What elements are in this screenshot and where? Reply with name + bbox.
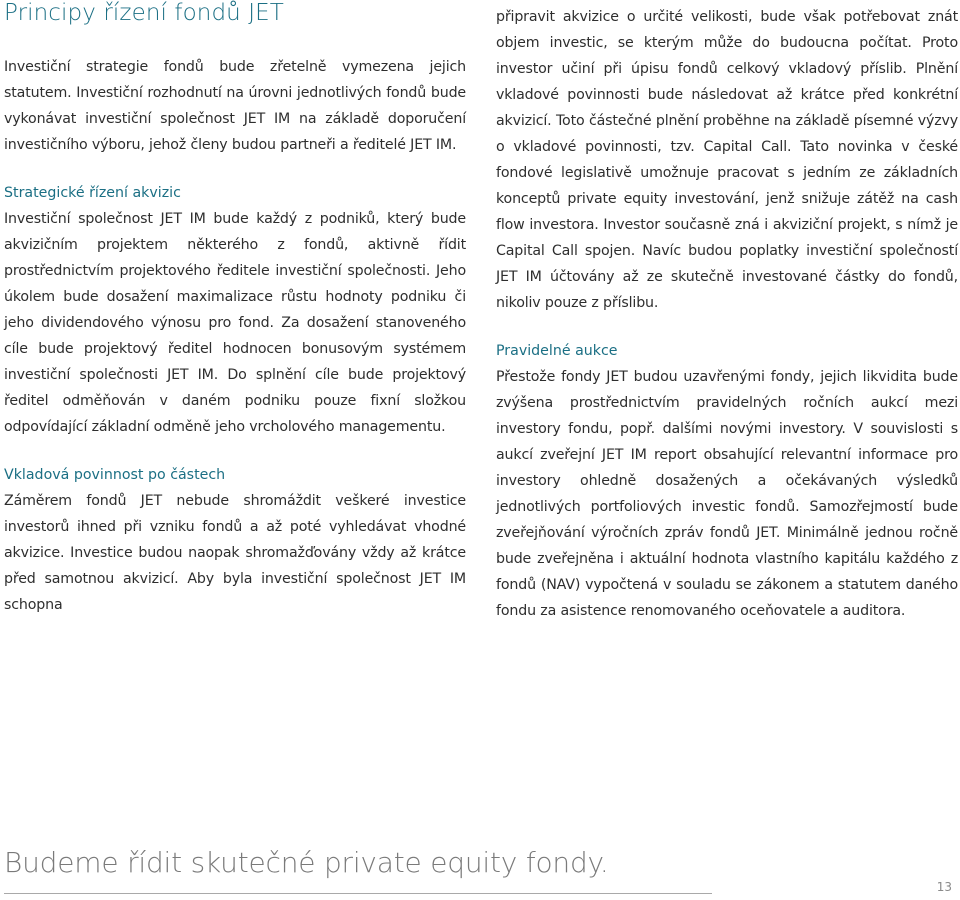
footer-slogan: Budeme řídit skutečné private equity fondy. <box>4 846 609 879</box>
section-heading-regular-auctions: Pravidelné aukce <box>496 343 618 359</box>
page-number: 13 <box>936 880 952 894</box>
strategic-management-paragraph: Investiční společnost JET IM bude každý z podniků, který bude akvizičním projektem některého z fondů, aktivně řídit prostřednictvím projektového ředitele investiční společnosti. Jeho úkolem bude dosažení maximalizace růstu hodnoty podniku či jeho dividendového výnosu pro fond. Za dosažení stanoveného cíle bude projektový ředitel hodnocen bonusovým systémem investiční společnosti JET IM. Do splnění cíle bude projektový ředitel odměňován v daném podniku pouze fixní složkou odpovídající základní odměně jeho vrcholového managementu. <box>4 211 466 435</box>
intro-paragraph: Investiční strategie fondů bude zřetelně vymezena jejich statutem. Investiční rozhodnutí na úrovni jednotlivých fondů bude vykonávat investiční společnost JET IM na základě doporučení investičního výboru, jehož členy budou partneři a ředitelé JET IM. <box>4 59 466 153</box>
footer-divider <box>4 893 712 894</box>
section-heading-strategic-management: Strategické řízení akvizic <box>4 185 181 201</box>
section-heading-deposit-obligation: Vkladová povinnost po částech <box>4 467 226 483</box>
regular-auctions-paragraph: Přestože fondy JET budou uzavřenými fondy, jejich likvidita bude zvýšena prostřednictvím pravidelných ročních aukcí mezi investory fondu, popř. dalšími novými investory. V souvislosti s aukcí zveřejní JET IM report obsahující relevantní informace pro investory ohledně dosažených a očekávaných výsledků jednotlivých portfoliových investic fondů. Samozřejmostí bude zveřejňování výročních zpráv fondů JET. Minimálně jednou ročně bude zveřejněna i aktuální hodnota vlastního kapitálu každého z fondů (NAV) vypočtená v souladu se zákonem a statutem daného fondu za asistence renomovaného oceňovatele a auditora. <box>496 369 958 619</box>
deposit-obligation-continuation: připravit akvizice o určité velikosti, bude však potřebovat znát objem investic, se kterým může do budoucna počítat. Proto investor učiní při úpisu fondů celkový vkladový příslib. Plnění vkladové povinnosti bude následovat až krátce před konkrétní akvizicí. Toto částečné plnění proběhne na základě písemné výzvy o vkladové povinnosti, tzv. Capital Call. Tato novinka v české fondové legislativě umožnuje pracovat s jedním ze základních konceptů private equity investování, jenž snižuje zátěž na cash flow investora. Investor současně zná i akviziční projekt, s nímž je Capital Call spojen. Navíc budou poplatky investiční společností JET IM účtovány až ze skutečně investované částky do fondů, nikoliv pouze z příslibu. <box>496 9 958 311</box>
page-title: Principy řízení fondů JET <box>4 0 284 26</box>
deposit-obligation-paragraph: Záměrem fondů JET nebude shromáždit veškeré investice investorů ihned při vzniku fondů a až poté vyhledávat vhodné akvizice. Investice budou naopak shromažďovány vždy až krátce před samotnou akvizicí. Aby byla investiční společnost JET IM schopna <box>4 493 466 613</box>
right-column <box>496 4 958 624</box>
left-column <box>4 54 466 618</box>
